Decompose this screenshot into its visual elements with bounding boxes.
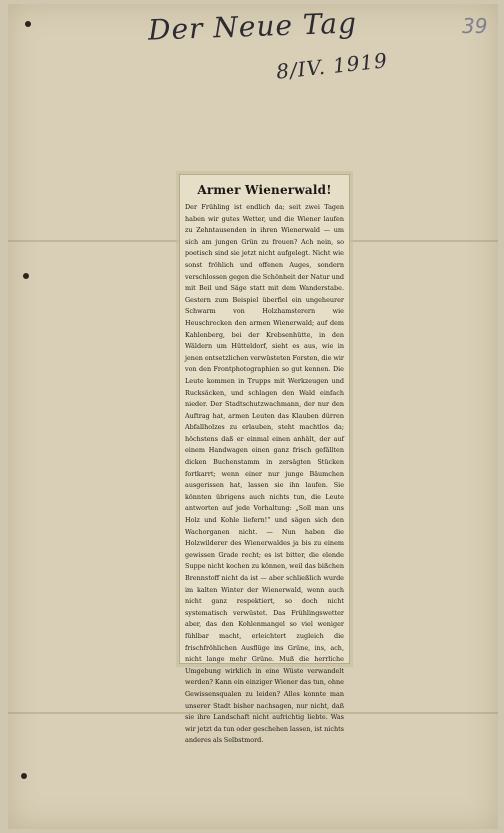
clipping-headline: Armer Wienerwald!: [197, 183, 332, 197]
handwritten-date: 8/IV. 1919: [275, 48, 389, 84]
archive-page: [8, 4, 498, 829]
newspaper-clipping: [179, 174, 350, 745]
folio-number: 39: [462, 14, 488, 38]
clipping-article-text: Der Frühling ist endlich da; seit zwei Tagen haben wir gutes Wetter, und die Wiener laufen zu Zehntausenden in ihren Wienerwald — um sich am jungen Grün zu freuen? Ach nein, so poetisch sind sie jetzt nicht aufgelegt. Nicht wie sonst fröhlich und offenen Auges, sondern verschlossen gegen die Schönheit der Natur und mit Beil und Säge statt mit dem Wanderstabe. Gestern zum Beispiel überfiel ein ungeheurer Schwarm von Holzhamsterern wie Heuschrecken den armen Wienerwald; auf dem Kahlenberg, bei der Krebsenhütte, in den Wäldern um Hütteldorf, sieht es aus, wie in jenen entsetzlichen verwüsteten Forsten, die wir von den Frontphotographien so gut kennen. Die Leute kommen in Trupps mit Werkzeugen und Rucksäcken, und schlagen den Wald einfach nieder. Der Stadtschutzwachmann, der nur den Auftrag hat, armen Leuten das Klauben dürren Abfallholzes zu erlauben, steht machtlos da; höchstens daß er einmal einen anhält, der auf einem Handwagen einen ganz frisch gefällten dicken Buchenstamm in zersägten Stücken fortkarrt; wenn einer nur junge Bäumchen ausgerissen hat, lassen sie ihn laufen. Sie könnten übrigens auch nichts tun, die Leute antworten auf jede Vorhaltung: „Soll man uns Holz und Kohle liefern!“ und sägen sich den Wachorganen nicht. — Nun haben die Holzwilderer des Wienerwaldes ja bis zu einem gewissen Grade recht; es ist bitter, die elende Suppe nicht kochen zu können, weil das bißchen Brennstoff nicht da ist — aber schließlich wurde im kalten Winter der Wienerwald, wenn auch nicht ganz respektiert, so doch nicht systematisch verwüstet. Das Frühlingswetter aber, das den Kohlenmangel so viel weniger fühlbar macht, erleichtert zugleich die frischfröhlichen Ausflüge ins Grüne, ins, ach, nicht lange mehr Grüne. Muß die herrliche Umgebung wirklich in eine Wüste verwandelt werden? Kann ein einziger Wiener das tun, ohne Gewissensqualen zu leiden? Alles konnte man unserer Stadt bisher nachsagen, nur nicht, daß sie ihre Landschaft nicht aufrichtig liebte. Was wir jetzt da tun oder geschehen lassen, ist nichts anderes als Selbstmord.: [185, 203, 344, 745]
handwritten-newspaper-title: Der Neue Tag: [147, 6, 358, 47]
pinhole-mark: [23, 273, 29, 279]
pinhole-mark: [21, 773, 27, 779]
pinhole-mark: [25, 21, 31, 27]
